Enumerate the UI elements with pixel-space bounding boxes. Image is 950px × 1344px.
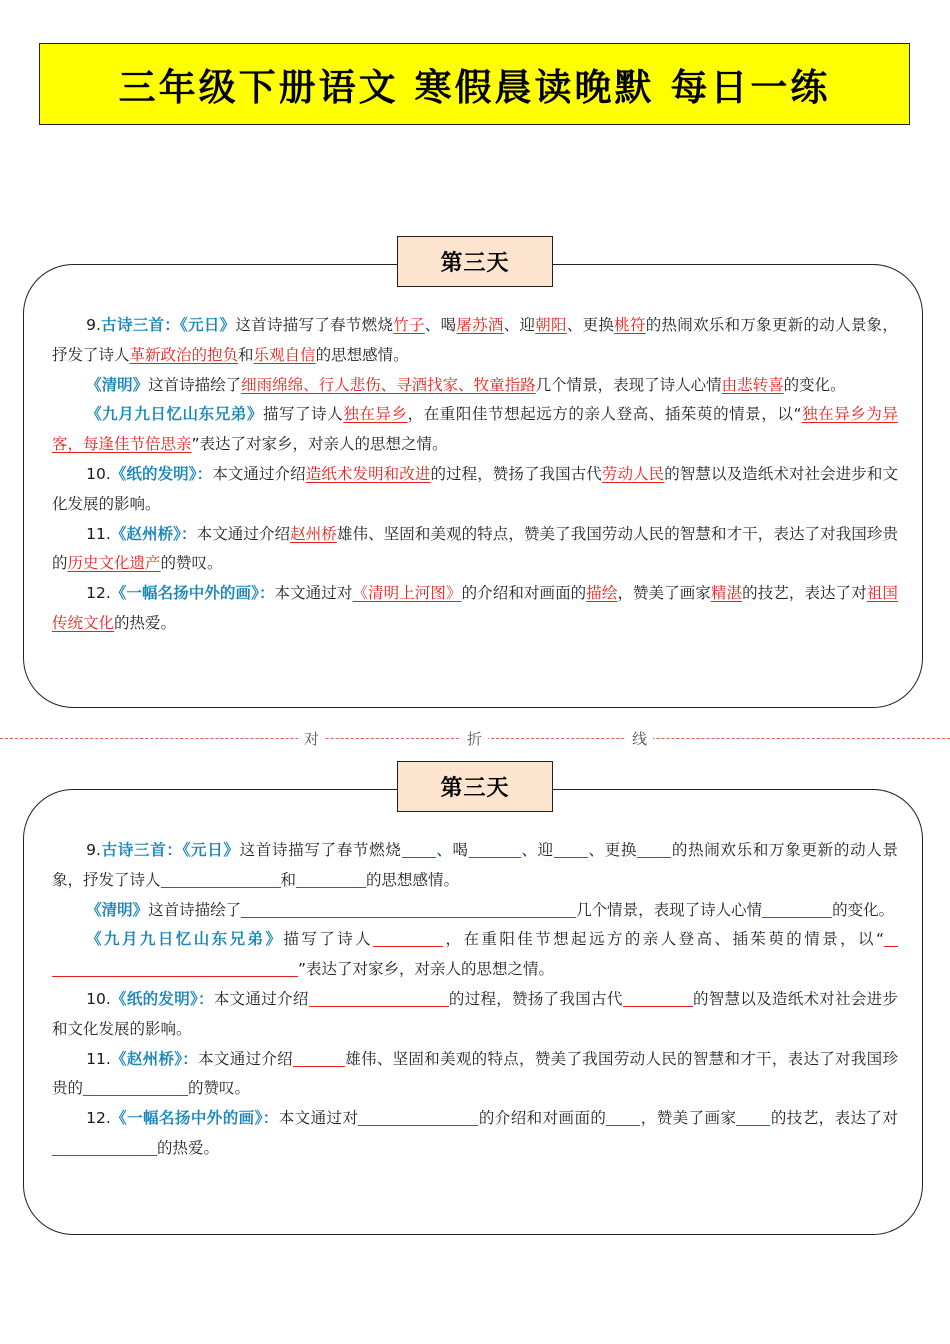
answer: 历史文化遗产 — [67, 554, 161, 573]
answer-blank[interactable] — [736, 1110, 770, 1127]
item-heading: 《赵州桥》： — [110, 524, 197, 543]
fold-label: 对 — [298, 728, 325, 749]
answer: 屠苏酒 — [456, 316, 504, 334]
item-heading: 《一幅名扬中外的画》： — [110, 1109, 279, 1128]
item-heading: 《一幅名扬中外的画》： — [110, 584, 275, 603]
answer: 造纸术发明和改进 — [305, 464, 431, 483]
answer-blank[interactable] — [358, 1110, 478, 1127]
practice-content — [52, 836, 898, 1164]
answer: 竹子 — [393, 316, 425, 334]
item-q11-blank: 11.《赵州桥》：本文通过介绍 雄伟、坚固和美观的特点，赞美了我国劳动人民的智慧和才干，表达了对我国珍贵的 的赞叹。 — [52, 1049, 898, 1098]
answer: 革新政治的抱负 — [129, 345, 239, 364]
item-heading: 《纸的发明》： — [110, 464, 213, 483]
item-heading: 《清明》 — [86, 375, 149, 394]
answer: 细雨绵绵、行人悲伤、寻酒找家、牧童指路 — [241, 375, 536, 394]
answer-blank[interactable] — [469, 842, 521, 859]
item-jiuyue: 《九月九日忆山东兄弟》描写了诗人独在异乡，在重阳佳节想起远方的亲人登高、插茱萸的情景，以“独在异乡为异客，每逢佳节倍思亲”表达了对家乡，对亲人的思想之情。 — [52, 405, 898, 454]
answer-content — [52, 311, 898, 639]
answer: 祖国传统文化 — [52, 584, 898, 632]
answer-blank[interactable] — [762, 901, 832, 918]
item-heading: 《赵州桥》： — [110, 1049, 199, 1068]
fold-label: 折 — [461, 728, 488, 749]
answer-blank[interactable] — [83, 1080, 188, 1097]
answer-blank[interactable] — [884, 931, 898, 948]
item-q9-blank: 9.古诗三首：《元日》这首诗描写了春节燃烧 、喝 、迎 、更换 的热闹欢乐和万象更新的动人景象，抒发了诗人 和 的思想感情。 — [52, 841, 898, 889]
item-q12: 12.《一幅名扬中外的画》：本文通过对《清明上河图》的介绍和对画面的描绘，赞美了画家精湛的技艺，表达了对祖国传统文化的热爱。 — [52, 584, 898, 632]
item-q11: 11.《赵州桥》：本文通过介绍赵州桥雄伟、坚固和美观的特点，赞美了我国劳动人民的智慧和才干，表达了对我国珍贵的历史文化遗产的赞叹。 — [52, 524, 898, 573]
day-label-answers: 第三天 — [397, 236, 553, 287]
item-q9: 9.古诗三首：《元日》这首诗描写了春节燃烧竹子、喝屠苏酒、迎朝阳、更换桃符的热闹欢乐和万象更新的动人景象，抒发了诗人革新政治的抱负和乐观自信的思想感情。 — [52, 316, 898, 364]
answer: 朝阳 — [535, 316, 567, 334]
answer: 乐观自信 — [253, 345, 316, 364]
answer: 桃符 — [614, 316, 646, 334]
answer: 由悲转喜 — [721, 375, 784, 394]
answer-blank[interactable] — [52, 1139, 157, 1156]
answer-blank[interactable] — [296, 871, 366, 888]
item-heading: 古诗三首：《元日》 — [100, 841, 240, 859]
answer-blank[interactable] — [373, 931, 443, 948]
answer-blank[interactable] — [293, 1050, 345, 1067]
answer-blank[interactable] — [554, 842, 588, 859]
item-qingming: 《清明》这首诗描绘了细雨绵绵、行人悲伤、寻酒找家、牧童指路几个情景，表现了诗人心情由悲转喜的变化。 — [86, 375, 846, 394]
page-title: 三年级下册语文 寒假晨读晚默 每日一练 — [39, 43, 910, 125]
fold-label: 线 — [626, 728, 653, 749]
answer: 劳动人民 — [601, 464, 665, 483]
answer: 精湛 — [710, 584, 743, 603]
answer: 独在异乡 — [343, 405, 408, 424]
answer-blank[interactable] — [623, 990, 693, 1007]
answer-blank[interactable] — [241, 901, 576, 918]
item-q10-blank: 10.《纸的发明》：本文通过介绍 的过程，赞扬了我国古代 的智慧以及造纸术对社会进步和文化发展的影响。 — [52, 989, 898, 1038]
answer: 赵州桥 — [290, 524, 337, 543]
answer-blank[interactable] — [402, 842, 436, 859]
day-label-practice: 第三天 — [397, 761, 553, 812]
answer: 描绘 — [586, 584, 618, 603]
item-heading: 《九月九日忆山东兄弟》 — [86, 405, 263, 424]
item-q10: 10.《纸的发明》：本文通过介绍造纸术发明和改进的过程，赞扬了我国古代劳动人民的智慧以及造纸术对社会进步和文化发展的影响。 — [52, 464, 898, 513]
item-jiuyue-blank: 《九月九日忆山东兄弟》描写了诗人 ，在重阳佳节想起远方的亲人登高、插茱萸的情景，以“”表达了对家乡，对亲人的思想之情。 — [52, 925, 898, 985]
answer-blank[interactable] — [637, 842, 671, 859]
item-heading: 《清明》 — [86, 900, 149, 919]
item-heading: 《九月九日忆山东兄弟》 — [86, 930, 284, 949]
item-qingming-blank: 《清明》这首诗描绘了 几个情景，表现了诗人心情 的变化。 — [86, 900, 895, 919]
answer-blank[interactable] — [52, 961, 298, 978]
answer-blank[interactable] — [161, 871, 281, 888]
answer: 独在异乡为异客，每逢佳节倍思亲 — [52, 405, 898, 454]
answer-blank[interactable] — [309, 990, 449, 1007]
item-heading: 《纸的发明》： — [110, 989, 214, 1008]
item-q12-blank: 12.《一幅名扬中外的画》：本文通过对 的介绍和对画面的 ，赞美了画家 的技艺，表达了对的热爱。 — [52, 1104, 898, 1164]
answer-blank[interactable] — [606, 1110, 640, 1127]
answer: 《清明上河图》 — [352, 584, 462, 603]
item-heading: 古诗三首：《元日》 — [100, 316, 236, 334]
